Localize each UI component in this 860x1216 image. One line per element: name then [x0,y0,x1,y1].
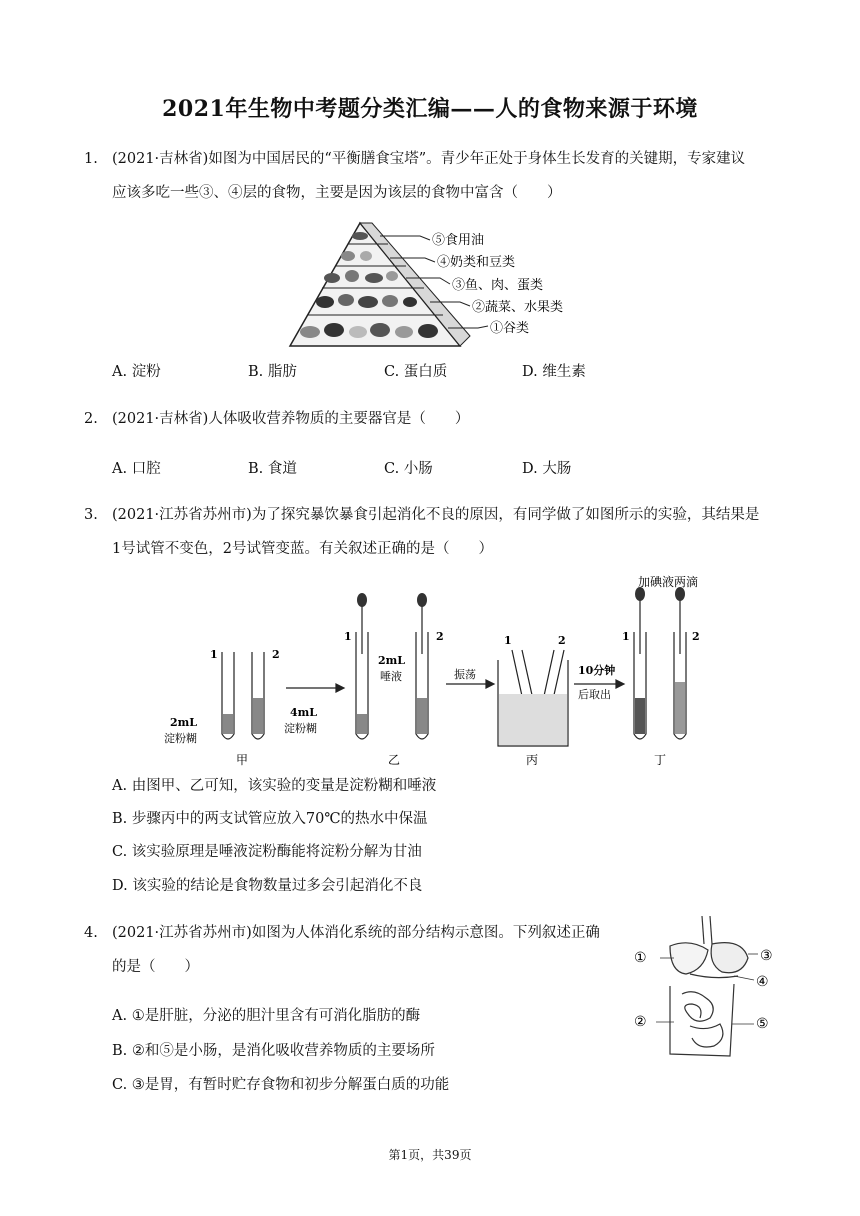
question-4 [84,916,644,984]
question-text: (2021·吉林省)如图为中国居民的“平衡膳食宝塔”。青少年正处于身体生长发育的关键期，专家建议 应该多吃一些③、④层的食物，主要是因为该层的食物中富含（ ） [112,151,746,201]
question-number: 3. [84,507,98,523]
question-number: 2. [84,411,98,427]
question-text: (2021·吉林省)人体吸收营养物质的主要器官是（ ） [112,411,470,427]
label-saliva-b: 唾液 [380,670,402,683]
option-d[interactable]: D. 大肠 [522,461,572,477]
organ-label-5: ⑤ [756,1016,769,1032]
label-step-bing: 丙 [526,753,539,767]
pyramid-label-1: ①谷类 [490,321,530,336]
page-title: 2021年生物中考题分类汇编——人的食物来源于环境 [162,96,698,122]
label-tube-2: 2 [692,630,700,643]
label-starch-2ml-b: 淀粉糊 [164,732,197,745]
pyramid-label-4: ④奶类和豆类 [437,255,516,270]
label-take-out: 后取出 [578,688,611,701]
label-shake: 振荡 [454,668,476,681]
question-text: (2021·江苏省苏州市)为了探究暴饮暴食引起消化不良的原因，有同学做了如图所示的实验，其结果是 1号试管不变色，2号试管变蓝。有关叙述正确的是（ ） [112,507,760,557]
digestion-experiment-figure [160,574,720,770]
digestive-system-figure [630,914,780,1070]
label-starch-2ml: 2mL [170,716,198,729]
label-ten-min: 10分钟 [578,664,616,677]
question-2 [84,402,784,436]
question-number: 4. [84,925,98,941]
option-a[interactable]: A. 口腔 [112,461,161,477]
label-step-jia: 甲 [236,753,249,767]
option-c[interactable]: C. 蛋白质 [384,364,448,380]
label-tube-2: 2 [558,634,566,647]
option-c[interactable]: C. 小肠 [384,461,433,477]
option-b[interactable]: B. ②和⑤是小肠，是消化吸收营养物质的主要场所 [112,1043,435,1059]
option-b[interactable]: B. 步骤丙中的两支试管应放入70℃的热水中保温 [112,811,428,827]
option-c[interactable]: C. 该实验原理是唾液淀粉酶能将淀粉分解为甘油 [112,844,422,860]
question-1 [84,142,784,210]
label-tube-1: 1 [344,630,352,643]
option-d[interactable]: D. 维生素 [522,364,586,380]
option-c[interactable]: C. ③是胃，有暂时贮存食物和初步分解蛋白质的功能 [112,1077,450,1093]
food-pyramid-figure [280,218,590,354]
pyramid-label-3: ③鱼、肉、蛋类 [452,278,544,293]
label-add-iodine: 加碘液两滴 [638,575,699,589]
question-text: (2021·江苏省苏州市)如图为人体消化系统的部分结构示意图。下列叙述正确 的是（ ） [112,925,600,975]
label-step-yi: 乙 [388,753,401,767]
label-tube-1: 1 [504,634,512,647]
label-saliva: 2mL [378,654,406,667]
label-starch-4ml-b: 淀粉糊 [284,722,317,735]
option-a[interactable]: A. ①是肝脏，分泌的胆汁里含有可消化脂肪的酶 [112,1008,421,1024]
label-tube-1: 1 [210,648,218,661]
organ-label-2: ② [634,1014,647,1030]
option-d[interactable]: D. 该实验的结论是食物数量过多会引起消化不良 [112,878,423,894]
organ-label-1: ① [634,950,647,966]
option-b[interactable]: B. 食道 [248,461,297,477]
label-tube-1: 1 [622,630,630,643]
organ-label-3: ③ [760,948,773,964]
pyramid-label-5: ⑤食用油 [432,233,485,248]
option-a[interactable]: A. 淀粉 [112,364,161,380]
pyramid-label-2: ②蔬菜、水果类 [472,300,564,315]
organ-label-4: ④ [756,974,769,990]
question-number: 1. [84,151,98,167]
option-a[interactable]: A. 由图甲、乙可知，该实验的变量是淀粉糊和唾液 [112,778,437,794]
label-tube-2: 2 [436,630,444,643]
option-b[interactable]: B. 脂肪 [248,364,297,380]
question-3 [84,498,784,566]
label-starch-4ml: 4mL [290,706,318,719]
label-tube-2: 2 [272,648,280,661]
label-step-ding: 丁 [654,753,667,767]
page-footer: 第1页，共39页 [388,1148,472,1162]
